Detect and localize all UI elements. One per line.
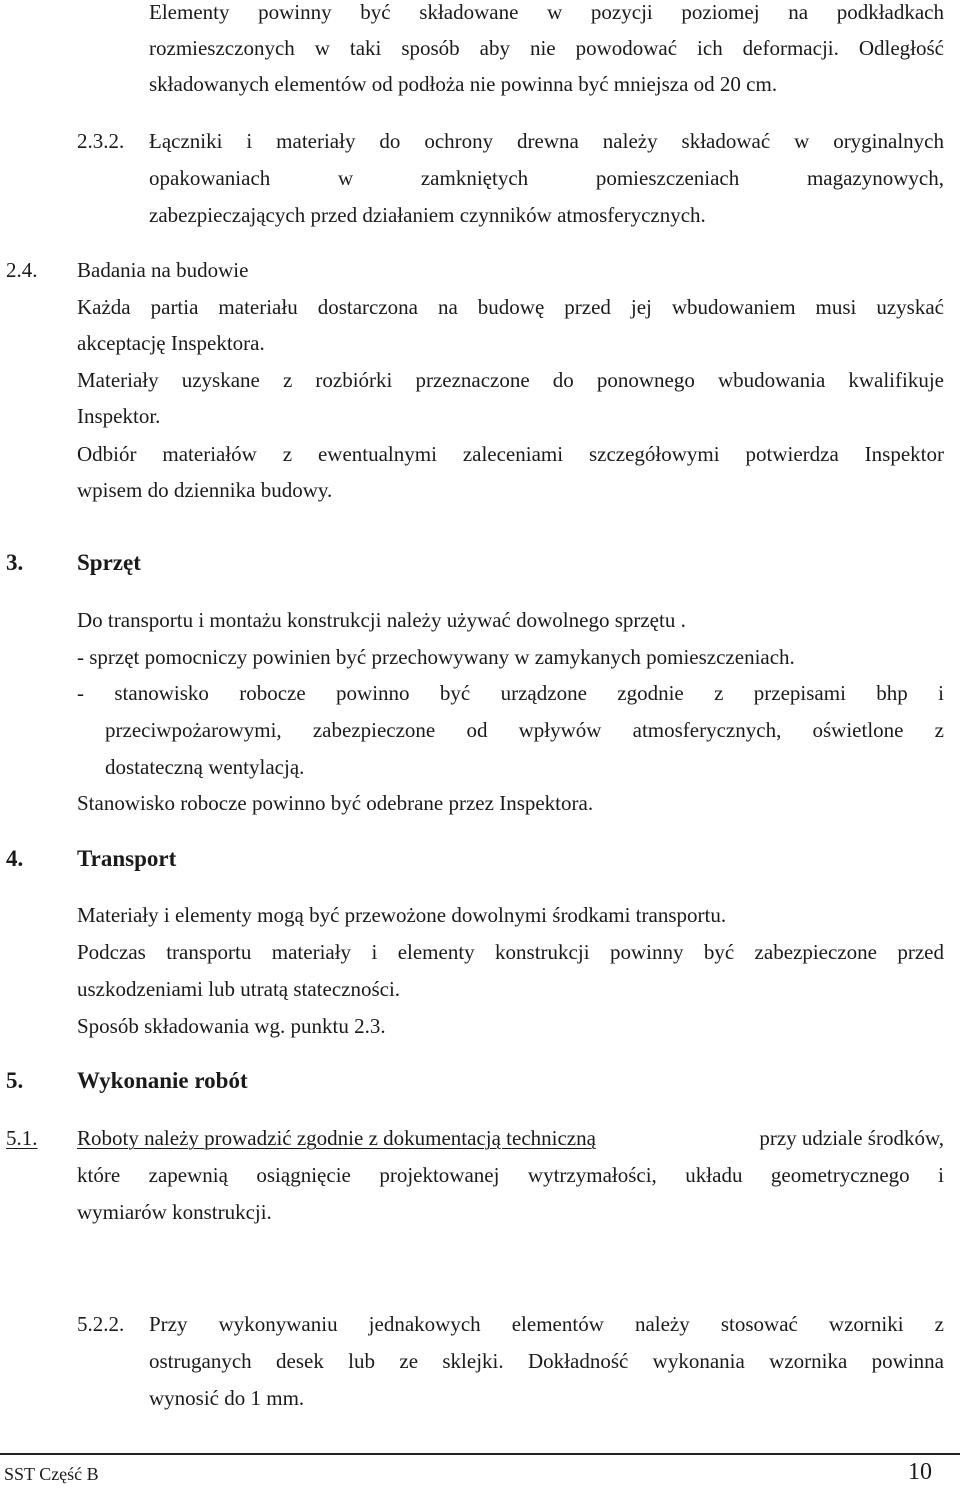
footer-document-label: SST Część B: [4, 1464, 99, 1484]
section-2-4-p3-line-2: wpisem do dziennika budowy.: [77, 478, 333, 502]
section-5-2-2-line-2: ostruganych desek lub ze sklejki. Dokładność wykonania wzornika powinna: [149, 1349, 944, 1373]
section-2-4-p1-line-1: Każda partia materiału dostarczona na budowę przed jej wbudowaniem musi uzyskać: [77, 295, 944, 319]
section-5-1-line-3: wymiarów konstrukcji.: [77, 1200, 272, 1224]
section-4-p2-line-1: Podczas transportu materiały i elementy konstrukcji powinny być zabezpieczone przed: [77, 940, 944, 964]
section-3-title: Sprzęt: [77, 550, 141, 575]
section-2-4-title: Badania na budowie: [77, 258, 249, 282]
intro-line-2: rozmieszczonych w taki sposób aby nie powodować ich deformacji. Odległość: [149, 36, 944, 60]
section-3-bullet-1: - sprzęt pomocniczy powinien być przechowywany w zamykanych pomieszczeniach.: [77, 645, 795, 669]
footer-page-number: 10: [908, 1459, 932, 1485]
section-2-3-2-line-3: zabezpieczających przed działaniem czynników atmosferycznych.: [149, 203, 706, 227]
section-2-3-2-line-1: Łączniki i materiały do ochrony drewna należy składować w oryginalnych: [149, 129, 944, 153]
section-2-4-p2-line-1: Materiały uzyskane z rozbiórki przeznaczone do ponownego wbudowania kwalifikuje: [77, 368, 944, 392]
section-5-1-line-2: które zapewnią osiągnięcie projektowanej wytrzymałości, układu geometrycznego i: [77, 1163, 944, 1187]
footer-divider: [0, 1453, 960, 1455]
section-5-2-2-line-1: Przy wykonywaniu jednakowych elementów należy stosować wzorniki z: [149, 1312, 944, 1336]
section-2-4-p2-line-2: Inspektor.: [77, 404, 161, 428]
section-4-title: Transport: [77, 846, 177, 871]
section-4-p3: Sposób składowania wg. punktu 2.3.: [77, 1014, 386, 1038]
section-2-4-number: 2.4.: [6, 258, 38, 282]
section-4-number: 4.: [6, 846, 24, 871]
section-3-p1: Do transportu i montażu konstrukcji należy używać dowolnego sprzętu .: [77, 608, 686, 632]
section-5-title: Wykonanie robót: [77, 1068, 248, 1093]
section-2-4-p3-line-1: Odbiór materiałów z ewentualnymi zaleceniami szczegółowymi potwierdza Inspektor: [77, 442, 944, 466]
section-3-bullet-2-line-2: przeciwpożarowymi, zabezpieczone od wpływów atmosferycznych, oświetlone z: [105, 718, 944, 742]
section-5-1-line-1: [77, 1120, 944, 1156]
section-3-p2: Stanowisko robocze powinno być odebrane przez Inspektora.: [77, 791, 594, 815]
section-5-2-2-number: 5.2.2.: [77, 1312, 125, 1336]
section-2-3-2-number: 2.3.2.: [77, 129, 125, 153]
intro-line-1: Elementy powinny być składowane w pozycji poziomej na podkładkach: [149, 0, 944, 24]
section-5-number: 5.: [6, 1068, 24, 1093]
section-3-number: 3.: [6, 550, 24, 575]
intro-line-3: składowanych elementów od podłoża nie powinna być mniejsza od 20 cm.: [149, 72, 778, 96]
section-5-1-line-1-rest: przy udziale środków,: [759, 1126, 944, 1150]
section-2-4-p1-line-2: akceptację Inspektora.: [77, 331, 265, 355]
section-3-bullet-2-line-1: - stanowisko robocze powinno być urządzone zgodnie z przepisami bhp i: [77, 681, 944, 705]
section-5-1-number: 5.1.: [6, 1126, 38, 1150]
section-4-p2-line-2: uszkodzeniami lub utratą stateczności.: [77, 977, 401, 1001]
section-5-2-2-line-3: wynosić do 1 mm.: [149, 1386, 305, 1410]
section-4-p1: Materiały i elementy mogą być przewożone dowolnymi środkami transportu.: [77, 903, 727, 927]
section-5-1-underlined-text: Roboty należy prowadzić zgodnie z dokumentacją techniczną: [77, 1126, 596, 1150]
section-2-3-2-line-2: opakowaniach w zamkniętych pomieszczeniach magazynowych,: [149, 166, 944, 190]
section-3-bullet-2-line-3: dostateczną wentylacją.: [105, 755, 305, 779]
